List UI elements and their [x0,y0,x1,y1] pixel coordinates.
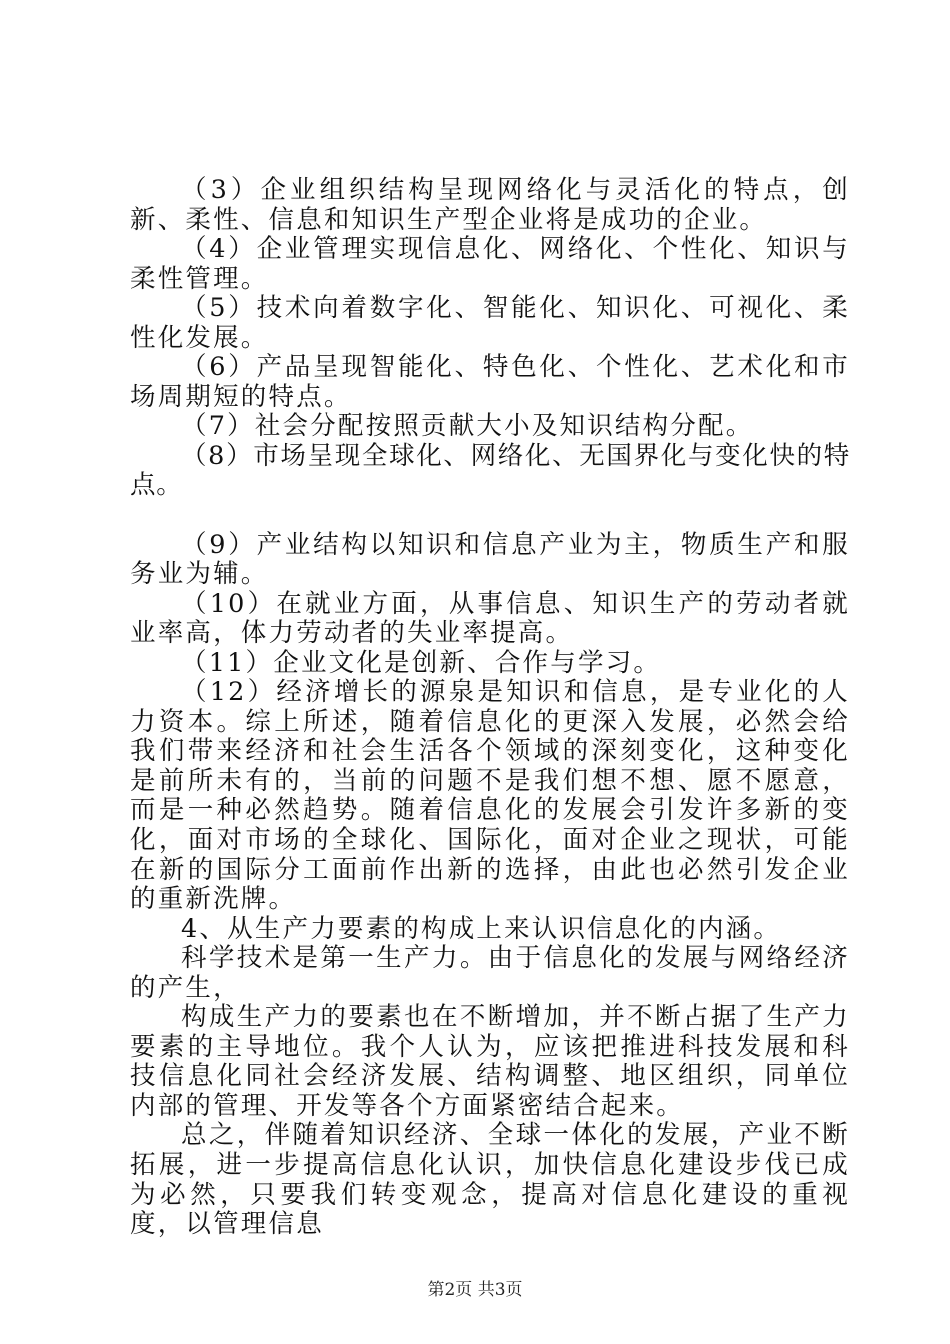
paragraph-8: （8）市场呈现全球化、网络化、无国界化与变化快的特点。 [130,440,850,501]
paragraph-elements: 构成生产力的要素也在不断增加，并不断占据了生产力要素的主导地位。我个人认为，应该把推进科技发展和科技信息化同社会经济发展、结构调整、地区组织，同单位内部的管理、开发等各个方面紧密结合起来。 [130,1002,850,1121]
paragraph-productivity: 科学技术是第一生产力。由于信息化的发展与网络经济的产生， [130,943,850,1003]
paragraph-4: （4）企业管理实现信息化、网络化、个性化、知识与柔性管理。 [130,234,850,294]
document-body [130,176,850,1240]
paragraph-7: （7）社会分配按照贡献大小及知识结构分配。 [181,411,754,442]
paragraph-10: （10）在就业方面，从事信息、知识生产的劳动者就业率高，体力劳动者的失业率提高。 [130,588,850,649]
paragraph-6: （6）产品呈现智能化、特色化、个性化、艺术化和市场周期短的特点。 [130,352,850,412]
section-heading-4: 4、从生产力要素的构成上来认识信息化的内涵。 [181,913,782,944]
paragraph-12: （12）经济增长的源泉是知识和信息，是专业化的人力资本。综上所述，随着信息化的更深入发展，必然会给我们带来经济和社会生活各个领域的深刻变化，这种变化是前所未有的，当前的问题不是我们想不想、愿不愿意，而是一种必然趋势。随着信息化的发展会引发许多新的变化，面对市场的全球化、国际化，面对企业之现状，可能在新的国际分工面前作出新的选择，由此也必然引发企业的重新洗牌。 [130,677,850,915]
page-number-footer: 第2页 共3页 [427,1280,523,1300]
paragraph-conclusion: 总之，伴随着知识经济、全球一体化的发展，产业不断拓展，进一步提高信息化认识，加快信息化建设步伐已成为必然，只要我们转变观念，提高对信息化建设的重视度，以管理信息 [130,1120,850,1240]
paragraph-9: （9）产业结构以知识和信息产业为主，物质生产和服务业为辅。 [130,529,850,590]
paragraph-5: （5）技术向着数字化、智能化、知识化、可视化、柔性化发展。 [130,293,850,353]
paragraph-11: （11）企业文化是创新、合作与学习。 [181,647,662,678]
paragraph-3: （3）企业组织结构呈现网络化与灵活化的特点，创新、柔性、信息和知识生产型企业将是成功的企业。 [130,175,850,235]
